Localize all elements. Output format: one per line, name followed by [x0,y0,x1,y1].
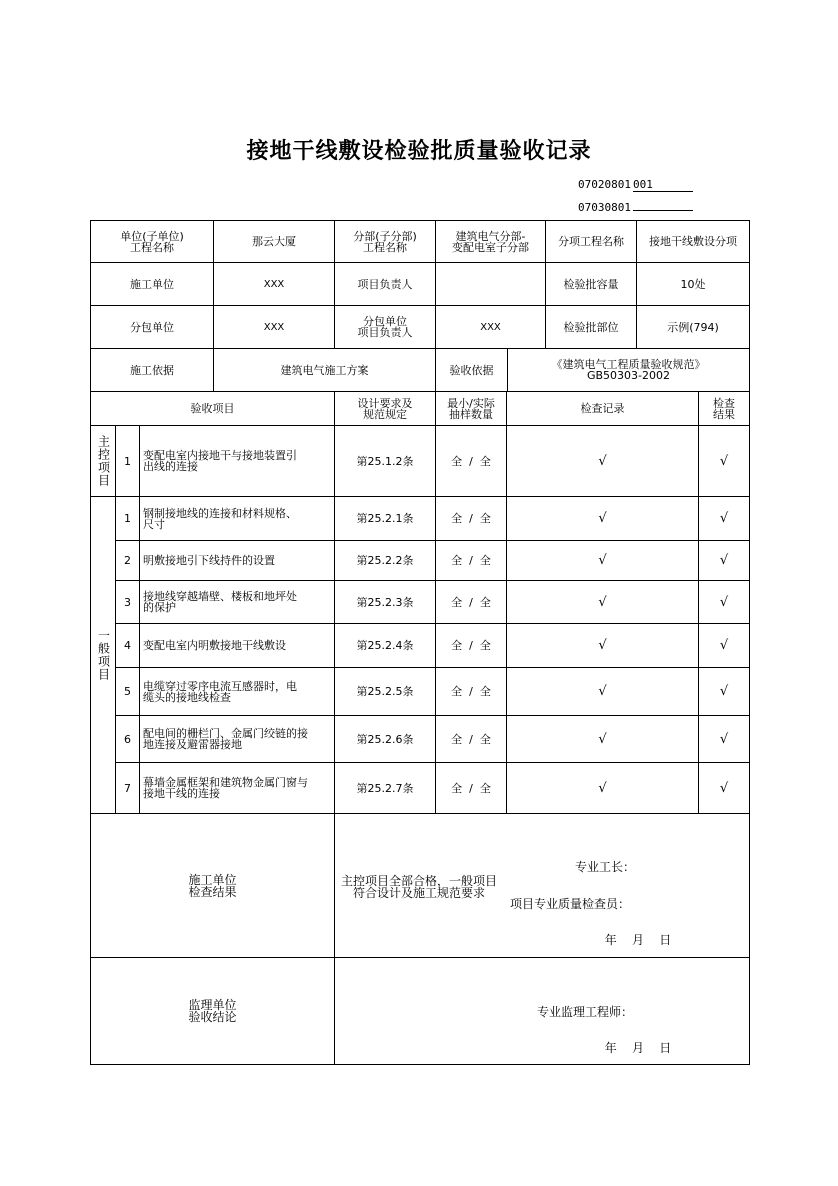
item-sample: 全 / 全 [451,554,491,567]
item-text: 幕墙金属框架和建筑物金属门窗与 接地干线的连接 [143,776,308,800]
sub-pm-value: XXX [480,321,501,333]
item-clause: 第25.2.4条 [356,639,414,652]
check-date: 年 月 日 [604,932,672,947]
main-group-label: 主控项目 [96,435,111,487]
supervision-label: 监理单位 验收结论 [188,998,237,1024]
item-record: √ [598,594,607,610]
item-text: 接地线穿越墙壁、楼板和地坪处 的保护 [143,590,297,614]
item-record: √ [598,731,607,747]
item-text: 钢制接地线的连接和材料规格、 尺寸 [143,506,297,531]
item-sample: 全 / 全 [451,781,491,795]
acceptance-basis-label: 验收依据 [449,363,494,377]
check-label: 施工单位 检查结果 [188,872,237,899]
item-result: √ [719,638,729,653]
item-clause: 第25.2.3条 [356,595,414,609]
general-group-label: 一般项目 [96,629,111,681]
col-result: 检查 结果 [713,396,735,421]
form-code-2: 07030801 [578,201,693,214]
pm-value [436,263,545,305]
item-record: √ [598,553,607,568]
item-text: 明敷接地引下线持件的设置 [143,554,275,567]
col-sample: 最小/实际 抽样数量 [447,396,495,421]
item-record: √ [598,684,607,699]
item-sample: 全 / 全 [451,685,491,698]
item-result: √ [719,731,729,747]
item-clause: 第25.1.2条 [356,454,414,468]
location-label: 检验批部位 [563,320,619,334]
item-no: 1 [124,454,131,468]
item-result: √ [719,780,729,796]
item-no: 2 [124,554,131,567]
col-item: 验收项目 [190,402,235,415]
item-no: 3 [124,595,131,609]
item-record: √ [598,453,607,469]
subitem-value: 接地干线敷设分项 [649,235,737,248]
item-text: 配电间的栅栏门、金属门绞链的接 地连接及避雷器接地 [143,727,308,751]
item-clause: 第25.2.7条 [356,781,414,795]
subitem-label: 分项工程名称 [558,235,624,248]
item-clause: 第25.2.6条 [356,732,414,746]
item-no: 5 [124,685,131,698]
constructor-label: 施工单位 [130,277,174,291]
item-text: 电缆穿过零序电流互感器时，电 缆头的接地线检查 [143,679,297,704]
item-result: √ [719,594,729,610]
unit-label: 单位(子单位) 工程名称 [120,229,184,254]
item-result: √ [719,453,729,469]
item-record: √ [598,780,607,796]
subcontractor-value: XXX [263,321,285,333]
page-title: 接地干线敷设检验批质量验收记录 [246,139,592,164]
sub-pm-label: 分包单位 项目负责人 [357,315,413,339]
item-text: 变配电室内接地干与接地装置引 出线的连接 [143,449,297,473]
subcontractor-label: 分包单位 [130,320,174,334]
item-text: 变配电室内明敷接地干线敷设 [143,639,286,652]
item-result: √ [719,553,729,568]
col-design: 设计要求及 规范规定 [357,396,413,421]
item-no: 4 [124,639,131,652]
item-clause: 第25.2.5条 [356,685,414,698]
unit-value: 那云大厦 [252,235,296,248]
engineer-label: 专业监理工程师： [536,1004,633,1019]
foreman-label: 专业工长： [574,859,635,874]
item-sample: 全 / 全 [451,595,491,609]
item-record: √ [598,511,607,526]
basis-label: 施工依据 [130,363,174,377]
constructor-value: XXX [263,278,285,290]
item-no: 1 [124,512,131,525]
basis-value: 建筑电气施工方案 [280,363,369,377]
item-clause: 第25.2.1条 [356,512,414,525]
item-sample: 全 / 全 [451,639,491,652]
item-sample: 全 / 全 [451,454,491,468]
capacity-value: 10处 [680,277,706,291]
item-result: √ [719,684,729,699]
supervision-date: 年 月 日 [604,1040,672,1055]
division-label: 分部(子分部) 工程名称 [353,229,417,254]
capacity-label: 检验批容量 [563,277,619,291]
item-record: √ [598,638,607,653]
item-sample: 全 / 全 [451,732,491,746]
location-value: 示例(794) [667,320,719,334]
col-record: 检查记录 [580,402,625,415]
item-sample: 全 / 全 [451,512,491,525]
form-code-1: 07020801 001 [578,178,693,192]
check-text: 主控项目全部合格，一般项目 符合设计及施工规范要求 [340,874,497,900]
item-no: 6 [124,732,131,746]
division-value: 建筑电气分部- 变配电室子分部 [452,229,529,254]
item-clause: 第25.2.2条 [356,554,414,567]
item-result: √ [719,511,729,526]
pm-label: 项目负责人 [357,277,413,291]
inspector-label: 项目专业质量检查员： [510,896,631,911]
acceptance-basis-value: 《建筑电气工程质量验收规范》 GB50303-2002 [551,358,706,382]
item-no: 7 [124,781,131,795]
